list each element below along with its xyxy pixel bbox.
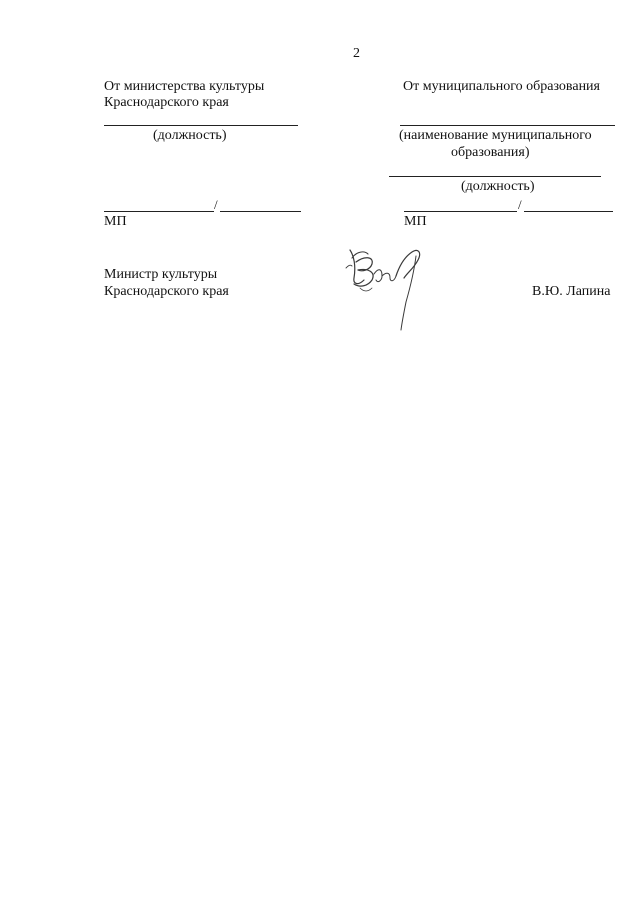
left-signature-line xyxy=(104,211,214,212)
right-signature-line xyxy=(404,211,517,212)
left-org-line2: Краснодарского края xyxy=(104,95,229,110)
left-name-line xyxy=(220,211,301,212)
left-org-line1: От министерства культуры xyxy=(104,79,265,94)
right-name-caption-line1: (наименование муниципального xyxy=(399,128,592,143)
left-seal-label: МП xyxy=(104,214,127,229)
signatory-title-line1: Министр культуры xyxy=(104,267,218,282)
handwritten-signature xyxy=(338,222,448,337)
signatory-name: В.Ю. Лапина xyxy=(532,284,611,299)
right-name-caption-line2: образования) xyxy=(451,145,530,160)
right-seal-label: МП xyxy=(404,214,427,229)
page-number: 2 xyxy=(353,46,360,61)
left-position-line xyxy=(104,125,298,126)
left-position-caption: (должность) xyxy=(153,128,227,143)
left-signature-slash: / xyxy=(214,197,218,212)
right-name-line xyxy=(400,125,615,126)
right-org-line1: От муниципального образования xyxy=(403,79,600,94)
right-position-line xyxy=(389,176,601,177)
signatory-title-line2: Краснодарского края xyxy=(104,284,229,299)
right-signature-slash: / xyxy=(518,197,522,212)
right-name-line-2 xyxy=(524,211,613,212)
right-position-caption: (должность) xyxy=(461,179,535,194)
